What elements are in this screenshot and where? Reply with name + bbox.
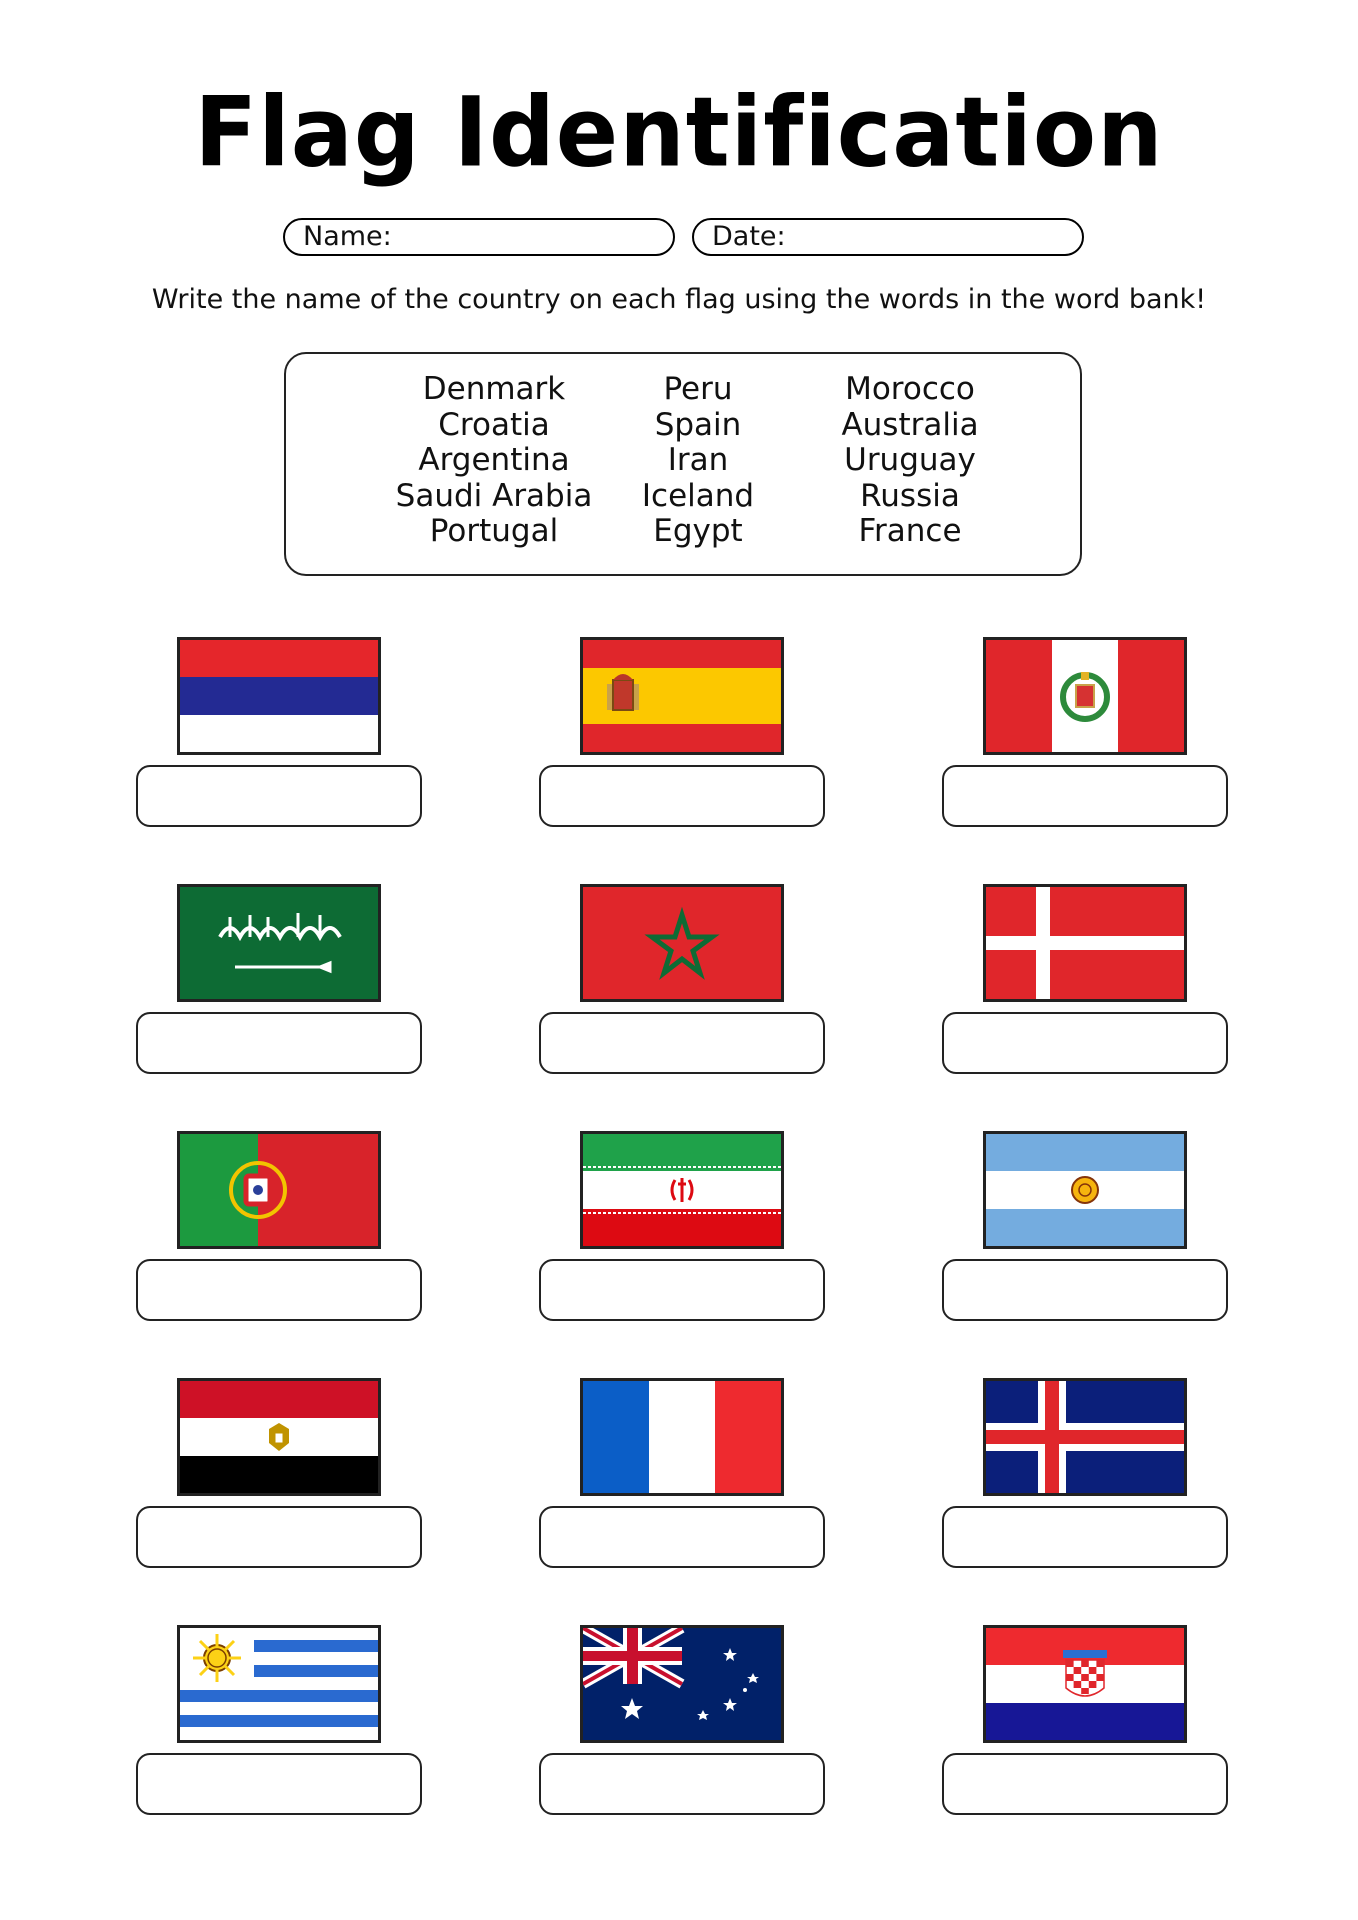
date-field[interactable]	[692, 218, 1084, 256]
name-field[interactable]	[283, 218, 675, 256]
word-bank-item: Portugal	[429, 513, 559, 549]
word-bank-item: Uruguay	[844, 442, 976, 478]
name-label: Name:	[303, 221, 392, 252]
answer-box[interactable]	[942, 1506, 1228, 1568]
word-bank-item: Egypt	[653, 513, 743, 549]
answer-box[interactable]	[136, 1753, 422, 1815]
word-bank-column-3	[780, 372, 1040, 550]
word-bank-item: Peru	[663, 371, 733, 407]
saudi-arabia-flag-icon	[177, 884, 381, 1002]
answer-box[interactable]	[539, 1506, 825, 1568]
iceland-flag-icon	[983, 1378, 1187, 1496]
word-bank-item: Australia	[841, 406, 979, 443]
page-title: Flag Identification	[194, 76, 1164, 189]
answer-box[interactable]	[539, 765, 825, 827]
answer-box[interactable]	[136, 765, 422, 827]
answer-box[interactable]	[942, 765, 1228, 827]
word-bank-item: Iceland	[641, 477, 755, 514]
answer-box[interactable]	[539, 1259, 825, 1321]
word-bank-item: Argentina	[418, 442, 570, 478]
word-bank-item: Spain	[654, 406, 742, 443]
word-bank-item: Russia	[860, 477, 960, 514]
argentina-flag-icon	[983, 1131, 1187, 1249]
word-bank-item: France	[858, 513, 962, 549]
serbia-like-flag-icon	[177, 637, 381, 755]
answer-box[interactable]	[942, 1012, 1228, 1074]
answer-box[interactable]	[539, 1012, 825, 1074]
denmark-flag-icon	[983, 884, 1187, 1002]
answer-box[interactable]	[136, 1506, 422, 1568]
date-label: Date:	[712, 221, 786, 252]
answer-box[interactable]	[136, 1012, 422, 1074]
word-bank-item: Morocco	[845, 371, 975, 407]
word-bank	[284, 352, 1082, 576]
answer-box[interactable]	[539, 1753, 825, 1815]
answer-box[interactable]	[942, 1259, 1228, 1321]
iran-flag-icon	[580, 1131, 784, 1249]
egypt-flag-icon	[177, 1378, 381, 1496]
word-bank-item: Croatia	[438, 406, 550, 443]
croatia-flag-icon	[983, 1625, 1187, 1743]
france-flag-icon	[580, 1378, 784, 1496]
word-bank-item: Denmark	[422, 371, 566, 407]
morocco-flag-icon	[580, 884, 784, 1002]
australia-flag-icon	[580, 1625, 784, 1743]
peru-flag-icon	[983, 637, 1187, 755]
uruguay-flag-icon	[177, 1625, 381, 1743]
spain-flag-icon	[580, 637, 784, 755]
answer-box[interactable]	[942, 1753, 1228, 1815]
word-bank-item: Saudi Arabia	[395, 477, 593, 514]
answer-box[interactable]	[136, 1259, 422, 1321]
word-bank-item: Iran	[667, 442, 729, 478]
instruction-text: Write the name of the country on each flag using the words in the word bank!	[151, 284, 1207, 315]
portugal-flag-icon	[177, 1131, 381, 1249]
